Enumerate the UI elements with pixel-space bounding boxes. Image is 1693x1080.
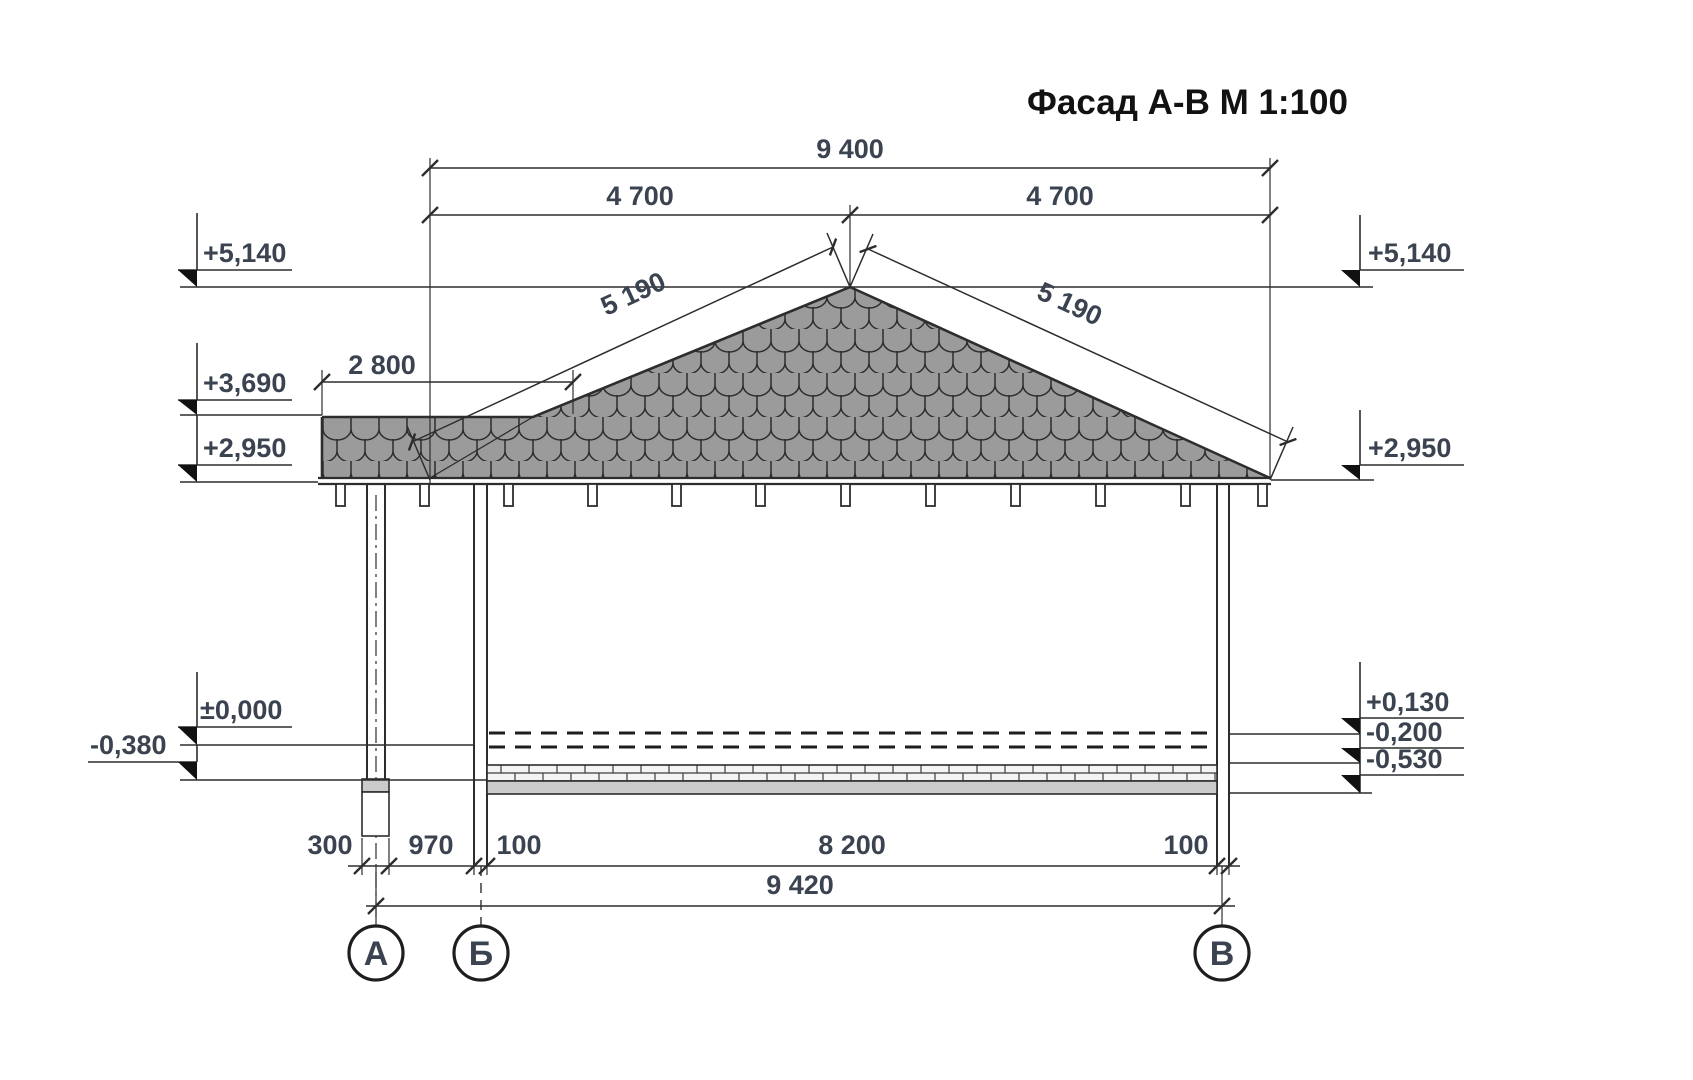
- column-axis-a: [367, 484, 385, 922]
- dim-9400-label: 9 400: [816, 134, 884, 164]
- level-minus0200-right: -0,200: [1366, 717, 1443, 747]
- wall-axis-v: [1217, 484, 1229, 866]
- level-plus5140-left: +5,140: [203, 238, 287, 268]
- level-plus0130-right: +0,130: [1366, 687, 1450, 717]
- axis-label-v: В: [1209, 935, 1235, 973]
- plinth-brick-strip: [487, 765, 1217, 781]
- drawing-title: Фасад А-В М 1:100: [1027, 83, 1348, 122]
- dim-5190-left-label: 5 190: [596, 266, 671, 322]
- footing-axis-a: [362, 779, 389, 836]
- level-zero-left: ±0,000: [200, 695, 283, 725]
- level-plus5140-right: +5,140: [1368, 238, 1452, 268]
- level-plus2950-right: +2,950: [1368, 433, 1452, 463]
- dim-2800-label: 2 800: [348, 350, 416, 380]
- dim-5190-right-label: 5 190: [1032, 276, 1107, 332]
- level-minus0380-left: -0,380: [90, 730, 167, 760]
- dim-100-right-label: 100: [1163, 830, 1209, 860]
- plinth-gray-band: [487, 781, 1217, 794]
- dim-100-left-label: 100: [496, 830, 542, 860]
- level-plus3690-left: +3,690: [203, 368, 287, 398]
- wall-axis-b: [474, 484, 487, 866]
- dim-4700-right-label: 4 700: [1026, 181, 1094, 211]
- dim-8200-label: 8 200: [818, 830, 886, 860]
- rafter-tails: [336, 484, 1267, 506]
- dim-300-label: 300: [307, 830, 353, 860]
- axis-label-b: Б: [468, 935, 494, 973]
- hidden-floor-lines: [489, 733, 1215, 747]
- dim-4700-left-label: 4 700: [606, 181, 674, 211]
- level-plus2950-left: +2,950: [203, 433, 287, 463]
- level-minus0530-right: -0,530: [1366, 744, 1443, 774]
- axis-label-a: А: [363, 935, 389, 973]
- dim-9420-label: 9 420: [766, 870, 834, 900]
- dim-970-label: 970: [408, 830, 454, 860]
- roof-tiles: [300, 270, 1290, 485]
